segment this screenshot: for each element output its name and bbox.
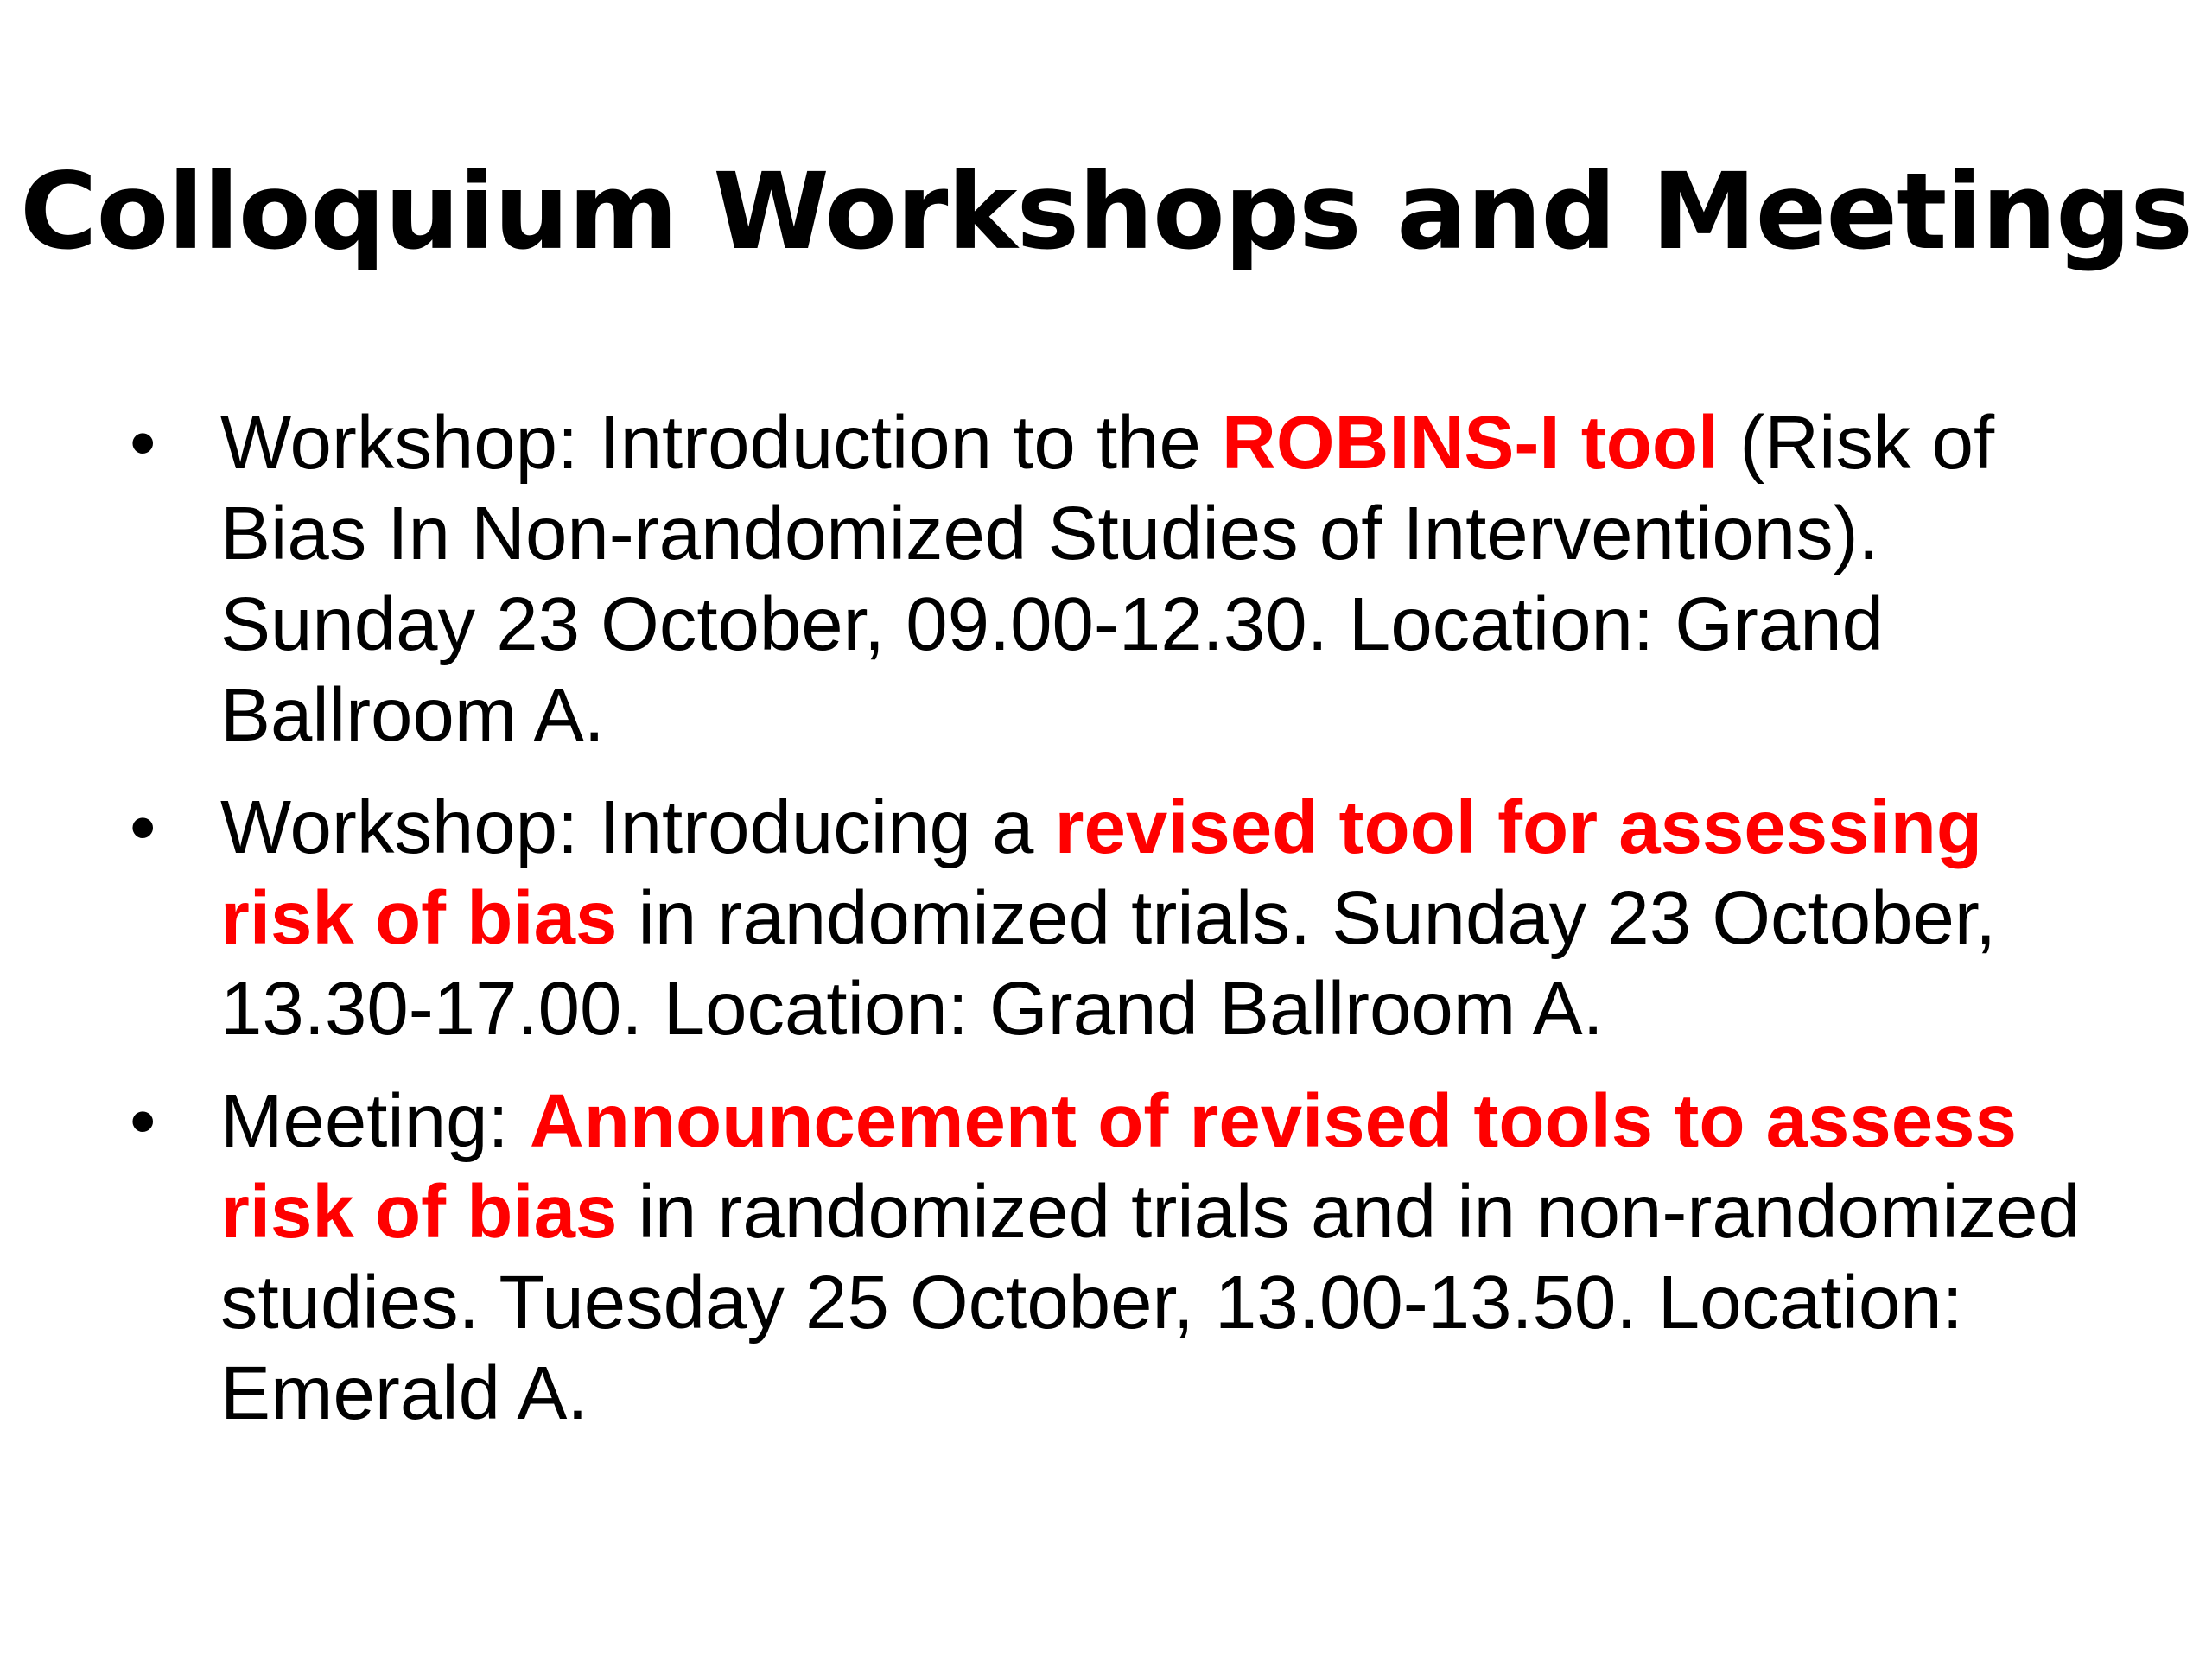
item-text: in randomized trials. Sunday 23 October, 13.30-17.00. Location: Grand Ballroom A. xyxy=(220,876,1997,1051)
slide-title: Colloquium Workshops and Meetings xyxy=(19,150,2193,273)
item-text: (Risk of Bias In Non-randomized Studies of Interventions). Sunday 23 October, 09.00-12.30. Location: Grand Ballroom A. xyxy=(220,401,1995,757)
list-item xyxy=(130,1076,2108,1439)
item-text: Workshop: Introducing a xyxy=(220,785,1055,869)
bullet-icon: • xyxy=(130,785,156,869)
bullet-list xyxy=(130,397,2108,1460)
bullet-icon: • xyxy=(130,401,156,485)
item-highlight: revised tool for assessing risk of bias xyxy=(220,785,1982,960)
item-highlight: ROBINS-I tool xyxy=(1222,401,1719,485)
bullet-icon: • xyxy=(130,1079,156,1163)
item-text: in randomized trials and in non-randomized studies. Tuesday 25 October, 13.00-13.50. Location: Emerald A. xyxy=(220,1170,2080,1435)
list-item xyxy=(130,397,2108,760)
list-item xyxy=(130,782,2108,1054)
item-text: Workshop: Introduction to the xyxy=(220,401,1223,485)
item-text: Meeting: xyxy=(220,1079,530,1163)
item-highlight: Announcement of revised tools to assess risk of bias xyxy=(220,1079,2017,1254)
